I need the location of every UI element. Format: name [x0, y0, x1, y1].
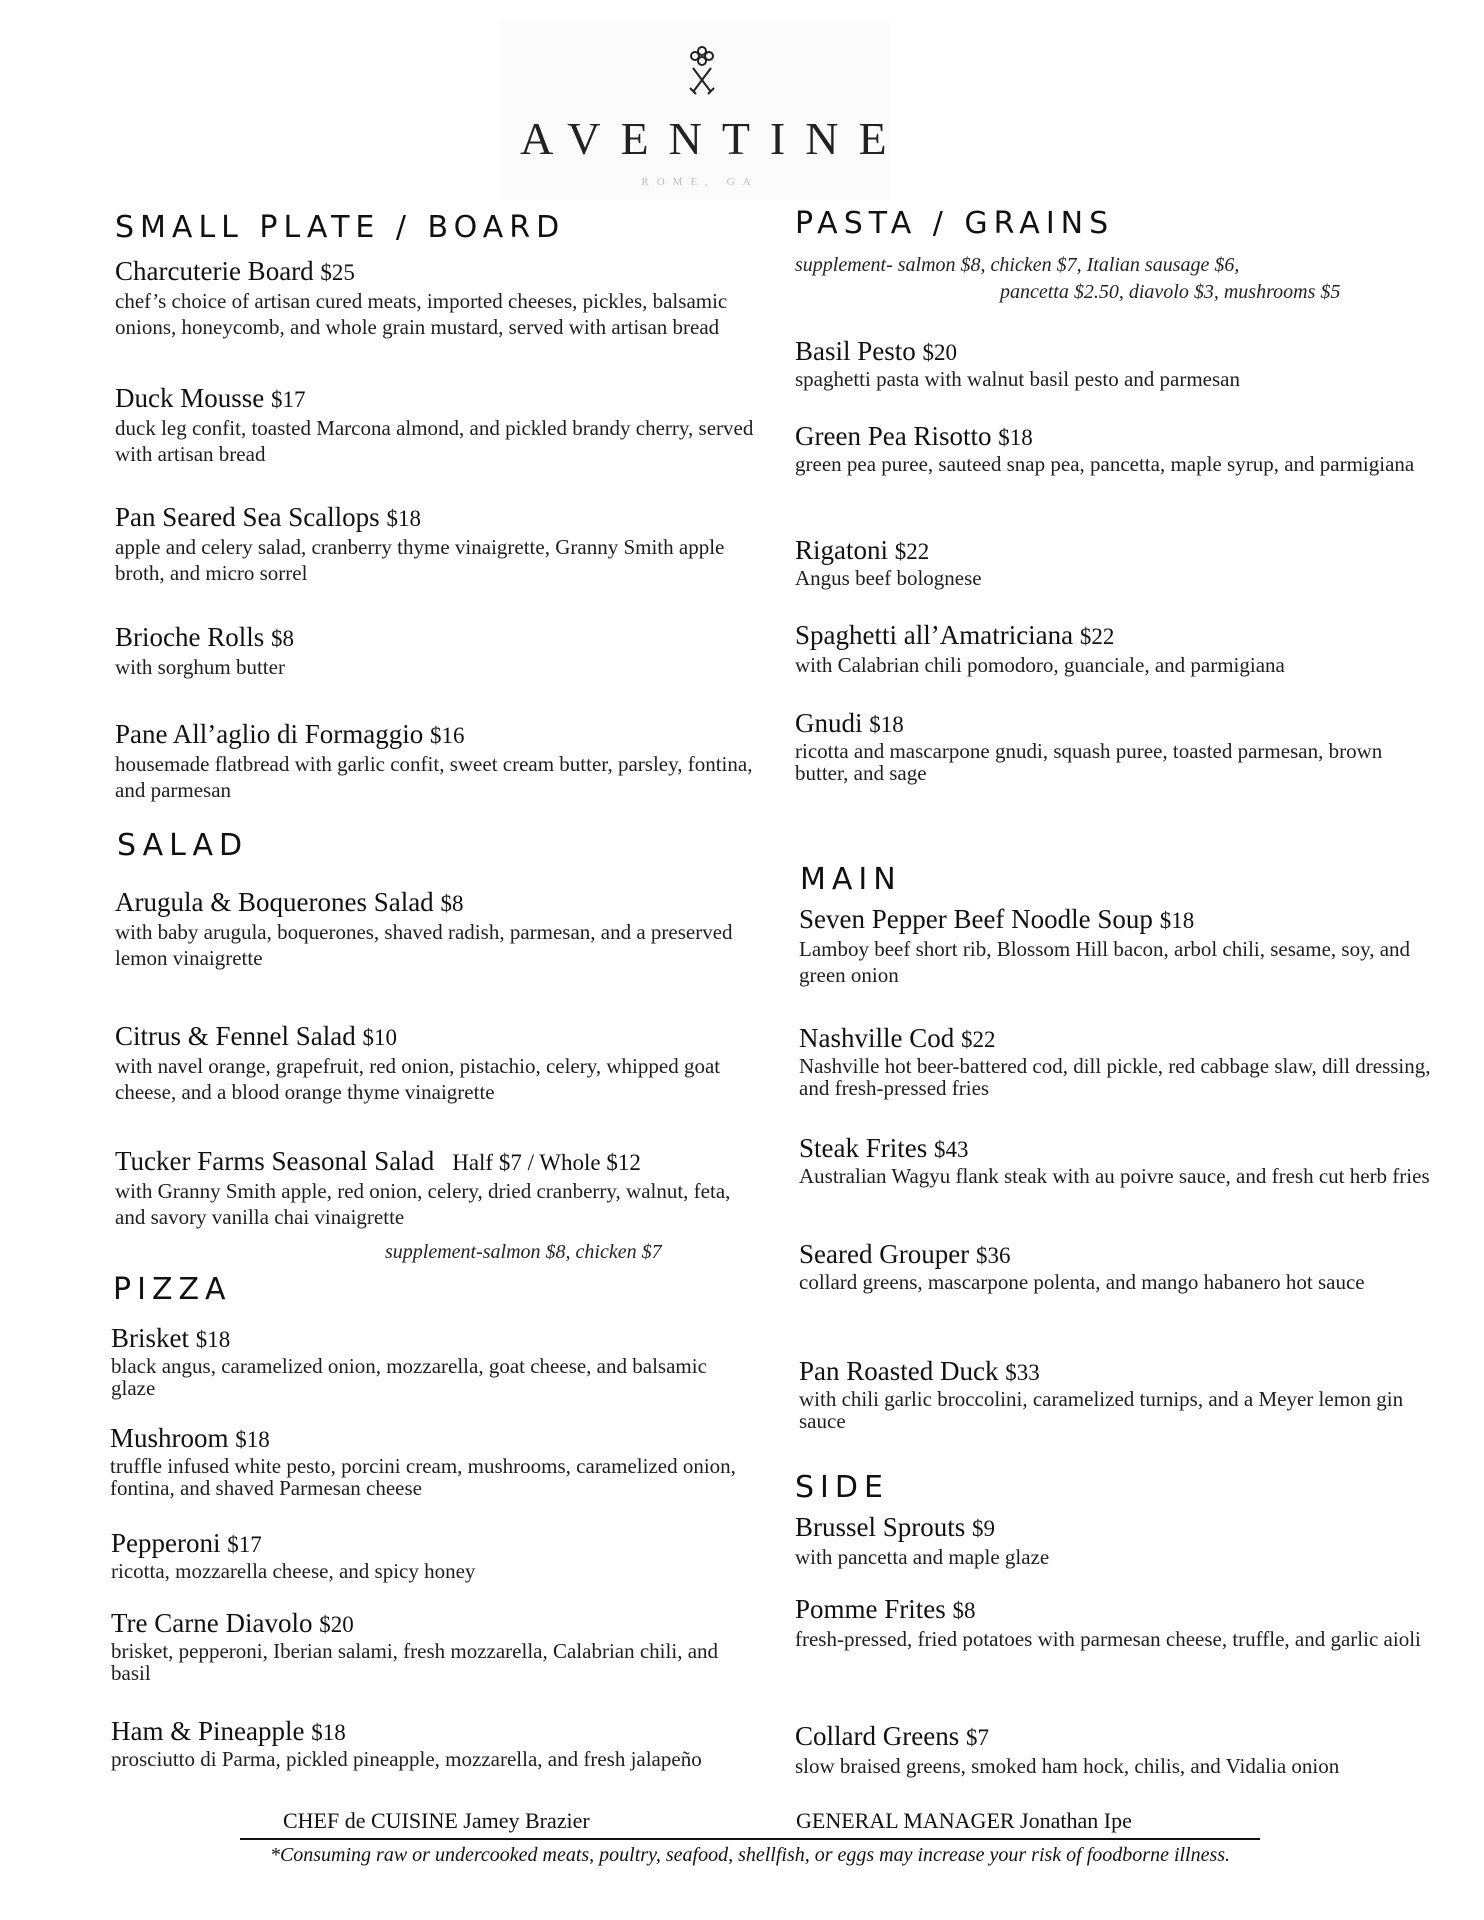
item-name: Duck Mousse [115, 383, 265, 413]
menu-item [115, 887, 755, 971]
item-price: $25 [320, 260, 355, 285]
item-name: Seared Grouper [799, 1239, 970, 1269]
item-description: with chili garlic broccolini, caramelized turnips, and a Meyer lemon gin sauce [799, 1387, 1404, 1433]
item-description: black angus, caramelized onion, mozzarella, goat cheese, and balsamic glaze [111, 1354, 707, 1400]
menu-item [799, 904, 1439, 988]
item-description: chef’s choice of artisan cured meats, imported cheeses, pickles, balsamic onions, honeycomb, and whole grain mustard, served with artisan bread [115, 289, 728, 339]
item-description: green pea puree, sauteed snap pea, pancetta, maple syrup, and parmigiana [795, 452, 1415, 476]
item-description: duck leg confit, toasted Marcona almond, and pickled brandy cherry, served with artisan bread [115, 416, 754, 466]
item-name: Spaghetti all’Amatriciana [795, 620, 1074, 650]
item-name: Pane All’aglio di Formaggio [115, 719, 424, 749]
item-name: Collard Greens [795, 1721, 960, 1751]
item-name: Seven Pepper Beef Noodle Soup [799, 904, 1153, 934]
menu-item [799, 1356, 1439, 1432]
chef-credit: CHEF de CUISINE Jamey Brazier [283, 1808, 590, 1833]
item-price: $10 [362, 1025, 397, 1050]
item-description: fresh-pressed, fried potatoes with parmesan cheese, truffle, and garlic aioli [795, 1627, 1421, 1651]
item-name: Steak Frites [799, 1133, 928, 1163]
item-description: with sorghum butter [115, 655, 285, 679]
item-name: Rigatoni [795, 535, 888, 565]
item-name: Charcuterie Board [115, 256, 314, 286]
item-name: Brussel Sprouts [795, 1512, 966, 1542]
menu-item [795, 1721, 1435, 1779]
item-price: $8 [271, 626, 294, 651]
item-description: apple and celery salad, cranberry thyme vinaigrette, Granny Smith apple broth, and micro sorrel [115, 535, 725, 585]
brand-name: AVENTINE [520, 113, 907, 164]
item-name: Arugula & Boquerones Salad [115, 887, 434, 917]
menu-item [111, 1528, 751, 1582]
item-description: with Calabrian chili pomodoro, guanciale, and parmigiana [795, 653, 1285, 677]
item-name: Gnudi [795, 708, 863, 738]
menu-item [111, 1608, 751, 1684]
item-name: Basil Pesto [795, 336, 916, 366]
item-price: $22 [1079, 624, 1115, 649]
item-price: $20 [922, 340, 958, 365]
item-price: Half $7 / Whole $12 [452, 1150, 641, 1175]
menu-item [795, 1594, 1435, 1652]
manager-credit: GENERAL MANAGER Jonathan Ipe [796, 1808, 1132, 1833]
item-name: Brisket [111, 1323, 189, 1353]
item-name: Green Pea Risotto [795, 421, 992, 451]
item-description: truffle infused white pesto, porcini cream, mushrooms, caramelized onion, fontina, and shaved Parmesan cheese [110, 1454, 736, 1500]
item-name: Mushroom [110, 1423, 229, 1453]
item-price: $9 [972, 1516, 996, 1541]
menu-item [115, 383, 755, 467]
item-price: $36 [975, 1243, 1011, 1268]
item-price: $43 [934, 1137, 969, 1162]
menu-item [799, 1239, 1439, 1293]
ornate-keys-icon [682, 42, 722, 98]
item-price: $18 [869, 712, 904, 737]
brand-location: ROME, GA [641, 176, 759, 188]
menu-item [795, 535, 1435, 589]
menu-item [111, 1323, 751, 1399]
item-description: with Granny Smith apple, red onion, celery, dried cranberry, walnut, feta, and savory vanilla chai vinaigrette [115, 1179, 731, 1229]
item-price: $17 [271, 387, 306, 412]
item-description: Nashville hot beer-battered cod, dill pickle, red cabbage slaw, dill dressing, and fresh-pressed fries [799, 1054, 1431, 1100]
item-description: ricotta and mascarpone gnudi, squash puree, toasted parmesan, brown butter, and sage [795, 739, 1383, 785]
section-title-pasta: PASTA / GRAINS [795, 206, 1115, 241]
item-name: Pepperoni [111, 1528, 221, 1558]
item-price: $16 [429, 723, 465, 748]
menu-item [115, 502, 755, 586]
item-description: slow braised greens, smoked ham hock, chilis, and Vidalia onion [795, 1754, 1340, 1778]
food-safety-note: *Consuming raw or undercooked meats, poultry, seafood, shellfish, or eggs may increase your risk of foodborne illness. [269, 1844, 1231, 1866]
menu-item [110, 1423, 750, 1499]
pasta-supplement: supplement- salmon $8, chicken $7, Italian sausage $6, [795, 254, 1240, 276]
item-price: $17 [227, 1532, 262, 1557]
menu-item [115, 256, 755, 340]
item-description: ricotta, mozzarella cheese, and spicy honey [111, 1559, 476, 1583]
section-title-side: SIDE [795, 1470, 889, 1505]
item-description: Lamboy beef short rib, Blossom Hill bacon, arbol chili, sesame, soy, and green onion [799, 937, 1411, 987]
item-price: $22 [961, 1027, 996, 1052]
item-description: spaghetti pasta with walnut basil pesto and parmesan [795, 367, 1240, 391]
item-price: $18 [311, 1720, 346, 1745]
item-description: housemade flatbread with garlic confit, sweet cream butter, parsley, fontina, and parmesan [115, 752, 753, 802]
item-description: prosciutto di Parma, pickled pineapple, mozzarella, and fresh jalapeño [111, 1747, 702, 1771]
item-price: $8 [952, 1598, 976, 1623]
item-description: with pancetta and maple glaze [795, 1545, 1050, 1569]
footer-divider [240, 1838, 1260, 1840]
section-title-pizza: PIZZA [113, 1272, 232, 1307]
menu-item [795, 620, 1435, 678]
item-name: Brioche Rolls [115, 622, 265, 652]
item-description: Australian Wagyu flank steak with au poivre sauce, and fresh cut herb fries [799, 1164, 1430, 1188]
section-title-salad: SALAD [117, 828, 249, 863]
menu-item [795, 336, 1435, 390]
item-name: Pan Seared Sea Scallops [115, 502, 380, 532]
menu-item [795, 1512, 1435, 1570]
item-price: $18 [1159, 908, 1195, 933]
pasta-supplement: pancetta $2.50, diavolo $3, mushrooms $5 [1000, 281, 1341, 303]
item-name: Tre Carne Diavolo [111, 1608, 313, 1638]
item-price: $18 [998, 425, 1033, 450]
item-description: brisket, pepperoni, Iberian salami, fresh mozzarella, Calabrian chili, and basil [111, 1639, 719, 1685]
menu-item [115, 1021, 755, 1105]
item-description: collard greens, mascarpone polenta, and mango habanero hot sauce [799, 1270, 1365, 1294]
item-description: with baby arugula, boquerones, shaved radish, parmesan, and a preserved lemon vinaigrette [115, 920, 733, 970]
menu-item [795, 708, 1435, 784]
menu-item [799, 1133, 1439, 1187]
item-price: $18 [386, 506, 421, 531]
menu-item [799, 1023, 1439, 1099]
item-price: $8 [440, 891, 464, 916]
menu-item [111, 1716, 751, 1770]
menu-item [115, 719, 755, 803]
item-name: Ham & Pineapple [111, 1716, 305, 1746]
item-price: $7 [965, 1725, 989, 1750]
item-price: $18 [195, 1327, 231, 1352]
item-name: Pomme Frites [795, 1594, 946, 1624]
item-name: Citrus & Fennel Salad [115, 1021, 356, 1051]
item-name: Nashville Cod [799, 1023, 955, 1053]
menu-item [115, 622, 755, 680]
item-name: Tucker Farms Seasonal Salad [115, 1146, 435, 1176]
section-title-main: MAIN [800, 862, 902, 897]
item-price: $18 [235, 1427, 270, 1452]
menu-item [795, 421, 1435, 475]
section-title-small-plate: SMALL PLATE / BOARD [115, 210, 566, 245]
item-price: $22 [894, 539, 930, 564]
item-description: Angus beef bolognese [795, 566, 982, 590]
salad-supplement: supplement-salmon $8, chicken $7 [385, 1241, 662, 1263]
item-price: $20 [319, 1612, 354, 1637]
item-price: $33 [1005, 1360, 1040, 1385]
item-description: with navel orange, grapefruit, red onion, pistachio, celery, whipped goat cheese, and a blood orange thyme vinaigrette [115, 1054, 721, 1104]
item-name: Pan Roasted Duck [799, 1356, 999, 1386]
menu-item [115, 1146, 755, 1230]
